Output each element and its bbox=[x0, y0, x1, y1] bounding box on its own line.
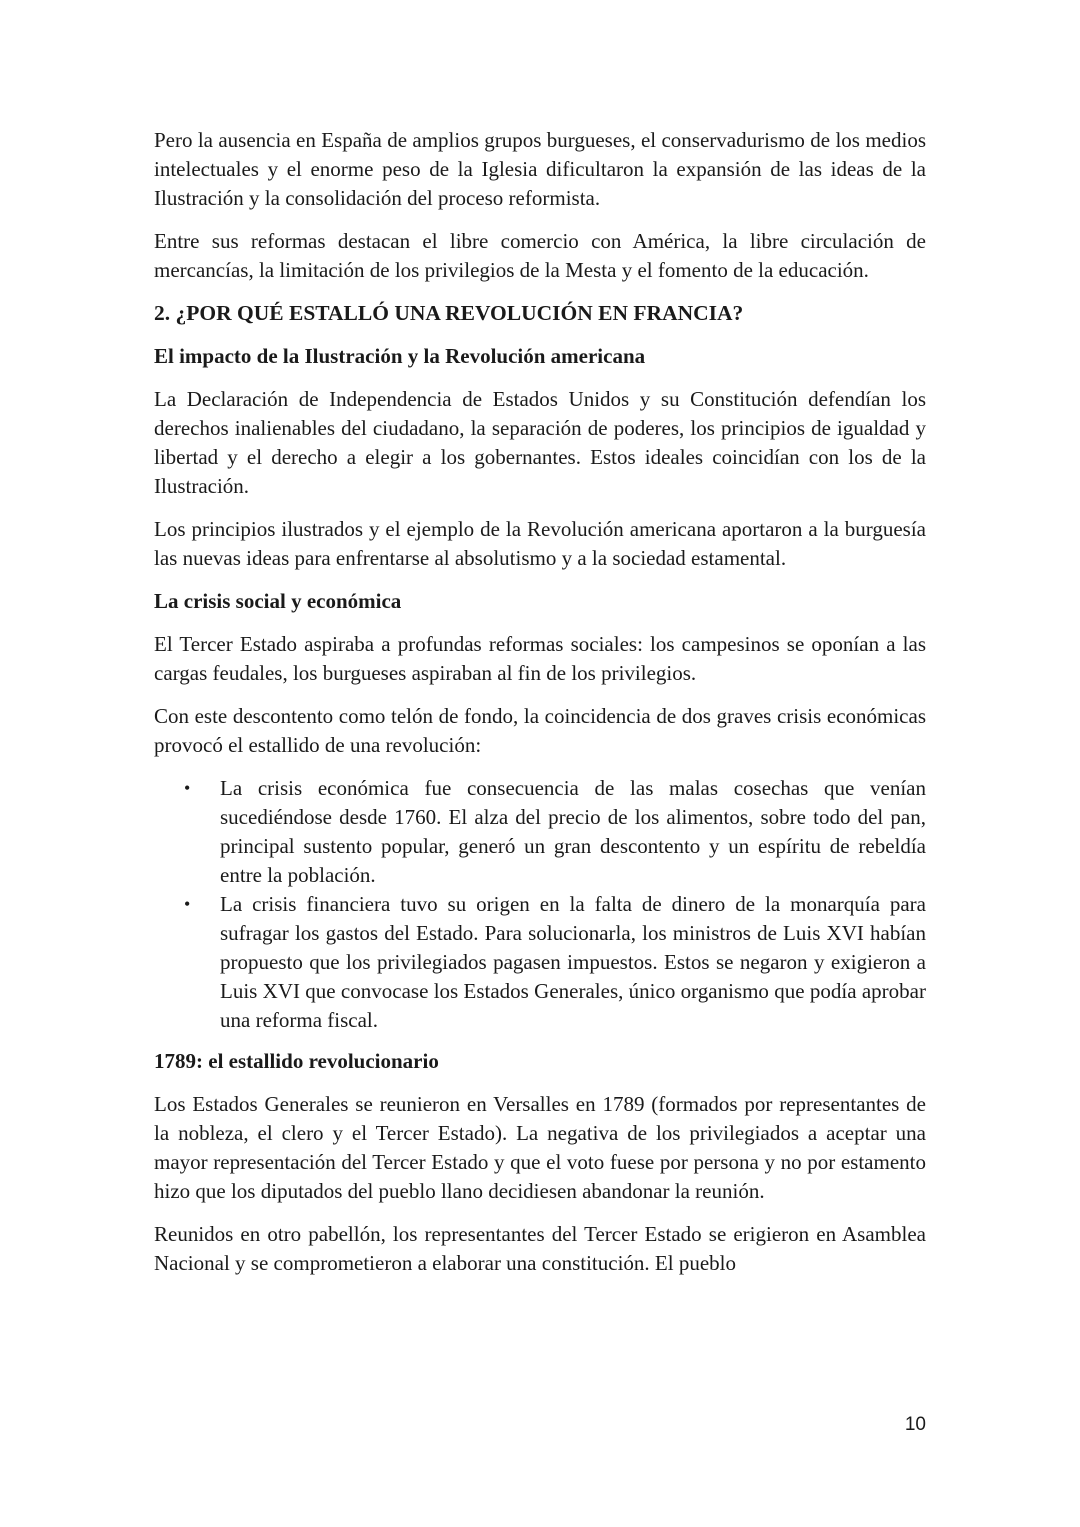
paragraph-estates-general: Los Estados Generales se reunieron en Versalles en 1789 (formados por representantes de la nobleza, el clero y el Tercer Estado). La negativa de los privilegiados a aceptar una mayor representación del Tercer Estado y que el voto fuese por persona y no por estamento hizo que los diputados del pueblo llano decidiesen abandonar la reunión. bbox=[154, 1092, 926, 1203]
paragraph-principles: Los principios ilustrados y el ejemplo de la Revolución americana aportaron a la burguesía las nuevas ideas para enfrentarse al absolutismo y a la sociedad estamental. bbox=[154, 517, 926, 570]
document-page bbox=[154, 126, 926, 1292]
bullet-icon: • bbox=[184, 778, 191, 798]
paragraph-reforms: Entre sus reformas destacan el libre comercio con América, la libre circulación de mercancías, la limitación de los privilegios de la Mesta y el fomento de la educación. bbox=[154, 229, 926, 282]
subheading-crisis: La crisis social y económica bbox=[154, 589, 402, 613]
crisis-list bbox=[154, 774, 926, 1035]
section-heading: 2. ¿POR QUÉ ESTALLÓ UNA REVOLUCIÓN EN FRANCIA? bbox=[154, 301, 744, 325]
subheading-enlightenment: El impacto de la Ilustración y la Revolución americana bbox=[154, 344, 646, 368]
list-item-text: La crisis financiera tuvo su origen en la falta de dinero de la monarquía para sufragar los gastos del Estado. Para solucionarla, los ministros de Luis XVI habían propuesto que los privilegiados pagasen impuestos. Estos se negaron y exigieron a Luis XVI que convocase los Estados Generales, único organismo que podía aprobar una reforma fiscal. bbox=[220, 892, 926, 1032]
paragraph-national-assembly: Reunidos en otro pabellón, los representantes del Tercer Estado se erigieron en Asamblea Nacional y se comprometieron a elaborar una constitución. El pueblo bbox=[154, 1222, 926, 1275]
list-item bbox=[184, 774, 926, 890]
list-item bbox=[184, 890, 926, 1035]
page-number: 10 bbox=[904, 1414, 926, 1435]
list-item-text: La crisis económica fue consecuencia de las malas cosechas que venían sucediéndose desde 1760. El alza del precio de los alimentos, sobre todo del pan, principal sustento popular, generó un gran descontento y un espíritu de rebeldía entre la población. bbox=[220, 776, 926, 887]
paragraph-discontent: Con este descontento como telón de fondo, la coincidencia de dos graves crisis económicas provocó el estallido de una revolución: bbox=[154, 704, 926, 757]
paragraph-spain-obstacles: Pero la ausencia en España de amplios grupos burgueses, el conservadurismo de los medios intelectuales y el enorme peso de la Iglesia dificultaron la expansión de las ideas de la Ilustración y la consolidación del proceso reformista. bbox=[154, 128, 926, 210]
subheading-1789: 1789: el estallido revolucionario bbox=[154, 1049, 439, 1073]
bullet-icon: • bbox=[184, 894, 191, 914]
paragraph-third-estate: El Tercer Estado aspiraba a profundas reformas sociales: los campesinos se oponían a las cargas feudales, los burgueses aspiraban al fin de los privilegios. bbox=[154, 632, 926, 685]
paragraph-declaration: La Declaración de Independencia de Estados Unidos y su Constitución defendían los derechos inalienables del ciudadano, la separación de poderes, los principios de igualdad y libertad y el derecho a elegir a los gobernantes. Estos ideales coincidían con los de la Ilustración. bbox=[154, 387, 926, 498]
